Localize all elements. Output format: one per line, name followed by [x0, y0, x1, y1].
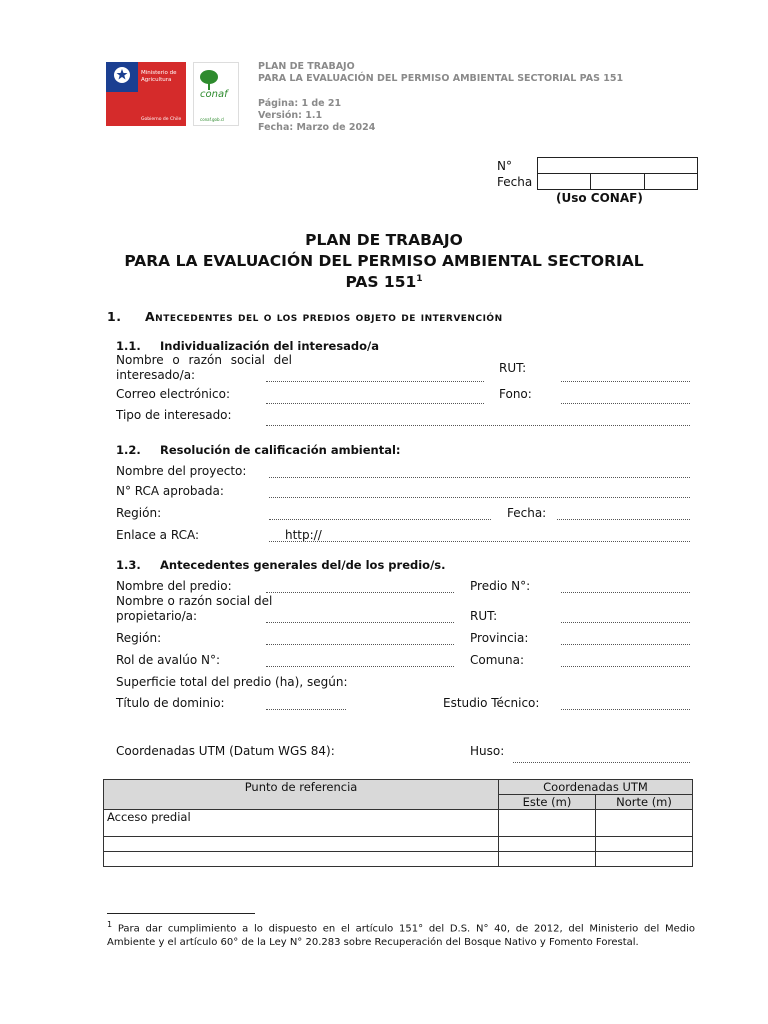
table-header-coord: Coordenadas UTM	[499, 780, 693, 795]
gob-logo-text-1: Ministerio de	[141, 70, 177, 76]
s12-rca-field[interactable]	[269, 497, 690, 498]
s13-rol-field[interactable]	[266, 666, 454, 667]
gob-logo-text-2: Agricultura	[141, 77, 172, 83]
conaf-logo-url: conaf.gob.cl	[200, 117, 225, 122]
s12-fecha-field[interactable]	[557, 519, 690, 520]
coordinates-table	[103, 779, 693, 867]
s13-predio-label: Nombre del predio:	[116, 579, 232, 593]
numero-field[interactable]	[537, 157, 698, 174]
s13-region-field[interactable]	[266, 644, 454, 645]
title-line3	[0, 273, 768, 291]
gob-logo-footer: Gobierno de Chile	[141, 117, 182, 122]
s12-region-field[interactable]	[269, 519, 491, 520]
s13-provincia-label: Provincia:	[470, 631, 529, 645]
s11-tipo-label: Tipo de interesado:	[116, 408, 232, 422]
table-header-este: Este (m)	[499, 795, 596, 810]
s11-fono-field[interactable]	[561, 403, 690, 404]
table-header-norte: Norte (m)	[596, 795, 693, 810]
s11-correo-field[interactable]	[266, 403, 484, 404]
s12-region-label: Región:	[116, 506, 162, 520]
table-cell-punto[interactable]: Acceso predial	[104, 810, 499, 837]
s13-rut-field[interactable]	[561, 622, 690, 623]
s13-titulo-field[interactable]	[266, 709, 346, 710]
fecha-year-field[interactable]	[644, 173, 698, 190]
title-line3-text: PAS 151	[345, 273, 417, 291]
footnote-mark: 1	[107, 920, 113, 929]
table-cell-este[interactable]	[499, 837, 596, 852]
s13-rol-label: Rol de avalúo N°:	[116, 653, 221, 667]
table-cell-este[interactable]	[499, 810, 596, 837]
s13-titulo-label: Título de dominio:	[116, 696, 225, 710]
conaf-logo	[193, 62, 239, 126]
s12-title: Resolución de calificación ambiental:	[160, 443, 401, 457]
s13-comuna-label: Comuna:	[470, 653, 525, 667]
s13-predio-no-label: Predio N°:	[470, 579, 531, 593]
header-line1: PLAN DE TRABAJO	[258, 61, 355, 72]
fecha-month-field[interactable]	[590, 173, 645, 190]
section1-number: 1.	[107, 309, 122, 324]
s11-nombre-label-a: Nombre o razón social del	[116, 353, 292, 367]
s11-rut-field[interactable]	[561, 381, 690, 382]
s13-huso-label: Huso:	[470, 744, 505, 758]
s13-predio-no-field[interactable]	[561, 592, 690, 593]
s13-title: Antecedentes generales del/de los predio/s.	[160, 558, 446, 572]
table-row	[104, 837, 693, 852]
title-footnote-mark: 1	[416, 273, 423, 284]
footnote	[107, 918, 695, 950]
numero-label: N°	[497, 159, 512, 173]
section1-title: Antecedentes del o los predios objeto de intervención	[145, 309, 503, 324]
s11-number: 1.1.	[116, 339, 141, 353]
s12-proyecto-label: Nombre del proyecto:	[116, 464, 247, 478]
s12-enlace-value[interactable]: http://	[285, 528, 322, 542]
table-cell-norte[interactable]	[596, 852, 693, 867]
uso-conaf-label: (Uso CONAF)	[556, 191, 643, 205]
s13-prop-field[interactable]	[266, 622, 454, 623]
footnote-separator	[107, 913, 255, 914]
title-line2: PARA LA EVALUACIÓN DEL PERMISO AMBIENTAL SECTORIAL	[124, 252, 644, 270]
s13-estudio-field[interactable]	[561, 709, 690, 710]
s13-superficie-label: Superficie total del predio (ha), según:	[116, 675, 348, 689]
title-line1: PLAN DE TRABAJO	[305, 231, 463, 249]
s11-nombre-field[interactable]	[266, 381, 484, 382]
s12-proyecto-field[interactable]	[269, 477, 690, 478]
s13-utm-label: Coordenadas UTM (Datum WGS 84):	[116, 744, 335, 758]
s11-tipo-field[interactable]	[266, 425, 690, 426]
s13-huso-field[interactable]	[513, 762, 690, 763]
s13-prop-label-a: Nombre o razón social del	[116, 594, 273, 608]
s13-number: 1.3.	[116, 558, 141, 572]
header-line2: PARA LA EVALUACIÓN DEL PERMISO AMBIENTAL SECTORIAL PAS 151	[258, 73, 624, 84]
s11-title: Individualización del interesado/a	[160, 339, 380, 353]
table-row	[104, 852, 693, 867]
s11-nombre-label-b: interesado/a:	[116, 368, 196, 382]
table-cell-norte[interactable]	[596, 837, 693, 852]
footnote-text: Para dar cumplimiento a lo dispuesto en el artículo 151° del D.S. N° 40, de 2012, del Ministerio del Medio Ambiente y el artículo 60° de la Ley N° 20.283 sobre Recuperación del Bosque Nativo y Fomento Forestal.	[107, 923, 695, 949]
fecha-label: Fecha	[497, 175, 533, 189]
s11-fono-label: Fono:	[499, 387, 532, 401]
s12-number: 1.2.	[116, 443, 141, 457]
conaf-logo-text: conaf	[200, 89, 228, 100]
header-date: Fecha: Marzo de 2024	[258, 122, 376, 133]
s13-provincia-field[interactable]	[561, 644, 690, 645]
header-page: Página: 1 de 21	[258, 98, 342, 109]
s11-rut-label: RUT:	[499, 361, 527, 375]
s13-prop-label-b: propietario/a:	[116, 609, 198, 623]
header-version: Versión: 1.1	[258, 110, 323, 121]
s13-region-label: Región:	[116, 631, 162, 645]
s12-rca-label: N° RCA aprobada:	[116, 484, 224, 498]
s12-enlace-label: Enlace a RCA:	[116, 528, 199, 542]
table-cell-punto[interactable]	[104, 837, 499, 852]
fecha-day-field[interactable]	[537, 173, 591, 190]
table-cell-este[interactable]	[499, 852, 596, 867]
table-cell-punto[interactable]	[104, 852, 499, 867]
table-row	[104, 810, 693, 837]
s13-estudio-label: Estudio Técnico:	[443, 696, 540, 710]
table-header-punto: Punto de referencia	[104, 780, 499, 810]
s13-comuna-field[interactable]	[561, 666, 690, 667]
s13-predio-field[interactable]	[266, 592, 454, 593]
gobierno-logo	[106, 62, 186, 126]
s11-correo-label: Correo electrónico:	[116, 387, 230, 401]
s12-enlace-field[interactable]	[269, 541, 690, 542]
table-cell-norte[interactable]	[596, 810, 693, 837]
s12-fecha-label: Fecha:	[507, 506, 547, 520]
s13-rut-label: RUT:	[470, 609, 498, 623]
